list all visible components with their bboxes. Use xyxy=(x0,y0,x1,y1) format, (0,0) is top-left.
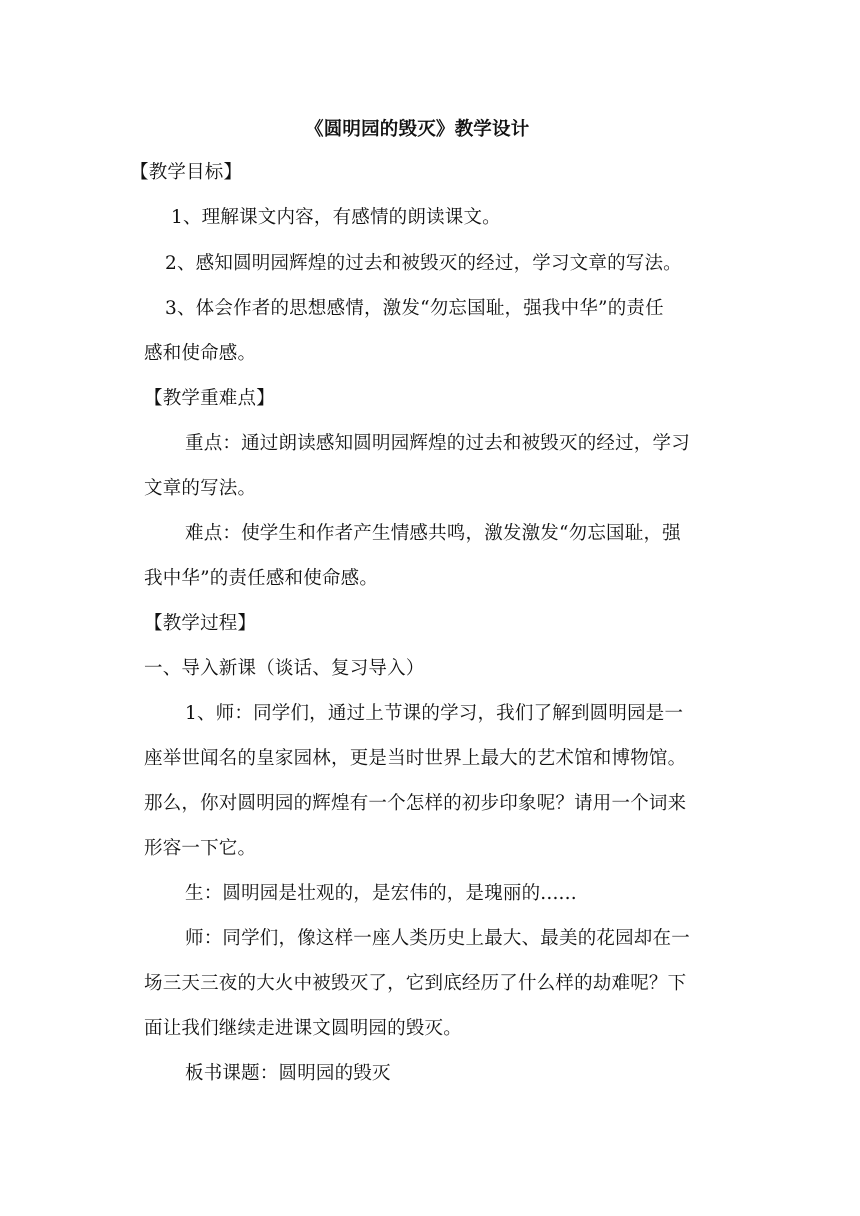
objective-3-line-2: 感和使命感。 xyxy=(144,343,257,364)
keypoints-heading: 【教学重难点】 xyxy=(144,388,275,409)
teacher-1-line-2: 座举世闻名的皇家园林，更是当时世界上最大的艺术馆和博物馆。 xyxy=(144,748,687,769)
teacher-1-line-3: 那么，你对圆明园的辉煌有一个怎样的初步印象呢？请用一个词来 xyxy=(144,793,687,814)
objective-2: 2、感知圆明园辉煌的过去和被毁灭的经过，学习文章的写法。 xyxy=(165,253,682,274)
keypoint-line-2: 文章的写法。 xyxy=(144,478,257,499)
teacher-1-line-4: 形容一下它。 xyxy=(144,838,257,859)
difficulty-line-1: 难点：使学生和作者产生情感共鸣，激发激发“勿忘国耻，强 xyxy=(185,523,681,544)
teacher-1-line-1: 1、师：同学们，通过上节课的学习，我们了解到圆明园是一 xyxy=(185,703,684,724)
student-1: 生：圆明园是壮观的，是宏伟的，是瑰丽的...... xyxy=(185,883,577,904)
teacher-2-line-2: 场三天三夜的大火中被毁灭了，它到底经历了什么样的劫难呢？下 xyxy=(144,973,687,994)
process-heading: 【教学过程】 xyxy=(144,613,257,634)
part-1-heading: 一、导入新课（谈话、复习导入） xyxy=(144,658,425,679)
keypoint-line-1: 重点：通过朗读感知圆明园辉煌的过去和被毁灭的经过，学习 xyxy=(185,433,690,454)
objective-1: 1、理解课文内容，有感情的朗读课文。 xyxy=(171,207,501,228)
objective-3-line-1: 3、体会作者的思想感情，激发“勿忘国耻，强我中华”的责任 xyxy=(165,298,664,319)
objectives-heading: 【教学目标】 xyxy=(130,162,243,183)
teacher-2-line-1: 师：同学们，像这样一座人类历史上最大、最美的花园却在一 xyxy=(185,928,690,949)
board-title: 板书课题：圆明园的毁灭 xyxy=(185,1063,391,1084)
document-title: 《圆明园的毁灭》教学设计 xyxy=(305,119,530,140)
teacher-2-line-3: 面让我们继续走进课文圆明园的毁灭。 xyxy=(144,1018,462,1039)
difficulty-line-2: 我中华”的责任感和使命感。 xyxy=(144,568,379,589)
